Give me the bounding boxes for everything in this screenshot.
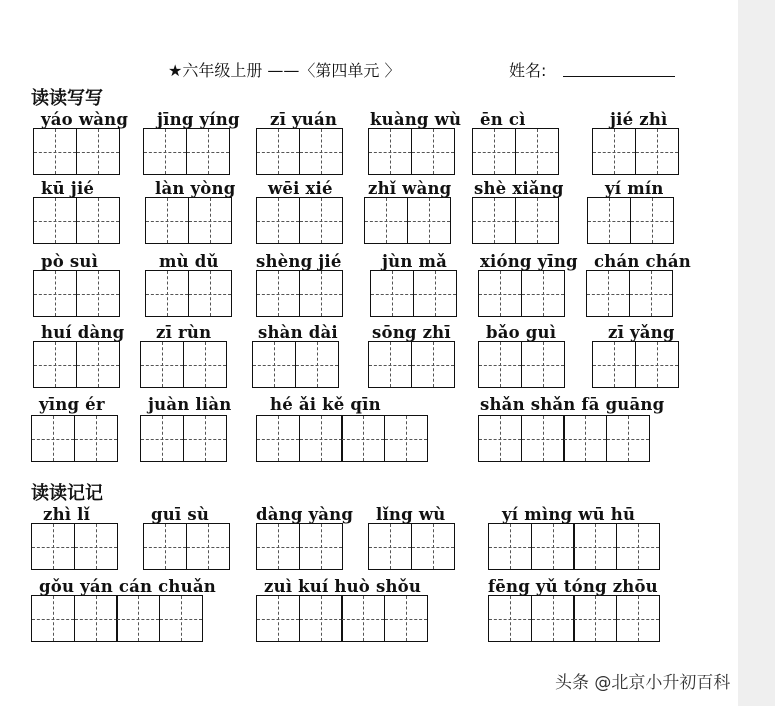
writing-cell[interactable] xyxy=(188,197,232,244)
writing-grid xyxy=(140,341,227,388)
writing-grid xyxy=(33,270,120,317)
pinyin-label: làn yòng xyxy=(155,179,236,198)
writing-cell[interactable] xyxy=(413,270,457,317)
writing-cell[interactable] xyxy=(515,128,559,175)
writing-grid xyxy=(364,197,451,244)
writing-cell[interactable] xyxy=(145,270,189,317)
pinyin-label: zī yǎng xyxy=(608,323,675,342)
pinyin-label: jùn mǎ xyxy=(382,252,448,271)
writing-cell[interactable] xyxy=(521,341,565,388)
writing-cell[interactable] xyxy=(384,415,428,462)
writing-cell[interactable] xyxy=(256,595,300,642)
writing-cell[interactable] xyxy=(31,523,75,570)
writing-cell[interactable] xyxy=(478,415,522,462)
worksheet-title: ★六年级上册 ——〈第四单元 〉 xyxy=(168,61,401,80)
section-heading-write: 读读写写 xyxy=(31,88,103,109)
writing-grid xyxy=(143,523,230,570)
writing-grid xyxy=(368,341,455,388)
pinyin-label: juàn liàn xyxy=(148,395,232,414)
writing-cell[interactable] xyxy=(478,341,522,388)
writing-grid xyxy=(143,128,230,175)
pinyin-label: kuàng wù xyxy=(370,110,462,129)
pinyin-label: gǒu yán cán chuǎn xyxy=(39,577,216,596)
writing-cell[interactable] xyxy=(592,341,636,388)
writing-grid xyxy=(472,128,559,175)
writing-cell[interactable] xyxy=(299,595,343,642)
writing-grid xyxy=(368,128,455,175)
writing-grid xyxy=(488,523,660,570)
writing-grid xyxy=(472,197,559,244)
writing-cell[interactable] xyxy=(143,128,187,175)
writing-cell[interactable] xyxy=(256,128,300,175)
pinyin-label: bǎo guì xyxy=(486,323,557,342)
writing-cell[interactable] xyxy=(33,128,77,175)
watermark-text: 头条 @北京小升初百科 xyxy=(555,673,731,693)
writing-cell[interactable] xyxy=(76,341,120,388)
writing-cell[interactable] xyxy=(188,270,232,317)
writing-cell[interactable] xyxy=(573,595,617,642)
pinyin-label: yí mín xyxy=(605,179,664,198)
writing-cell[interactable] xyxy=(116,595,160,642)
pinyin-label: chán chán xyxy=(594,252,692,271)
writing-grid xyxy=(256,595,428,642)
pinyin-label: shèng jié xyxy=(256,252,342,271)
writing-grid xyxy=(33,341,120,388)
writing-grid xyxy=(31,523,118,570)
writing-cell[interactable] xyxy=(635,128,679,175)
pinyin-label: zuì kuí huò shǒu xyxy=(264,577,422,596)
right-margin-bar xyxy=(738,0,775,706)
writing-cell[interactable] xyxy=(478,270,522,317)
writing-cell[interactable] xyxy=(368,128,412,175)
writing-cell[interactable] xyxy=(587,197,631,244)
writing-grid xyxy=(252,341,339,388)
writing-cell[interactable] xyxy=(256,270,300,317)
pinyin-label: zhǐ wàng xyxy=(368,179,452,198)
writing-cell[interactable] xyxy=(256,523,300,570)
writing-cell[interactable] xyxy=(635,341,679,388)
pinyin-label: lǐng wù xyxy=(376,505,446,524)
writing-grid xyxy=(592,128,679,175)
writing-cell[interactable] xyxy=(299,523,343,570)
writing-cell[interactable] xyxy=(76,270,120,317)
writing-cell[interactable] xyxy=(183,415,227,462)
writing-grid xyxy=(256,523,343,570)
writing-grid xyxy=(587,197,674,244)
writing-cell[interactable] xyxy=(74,595,118,642)
writing-cell[interactable] xyxy=(295,341,339,388)
pinyin-label: huí dàng xyxy=(41,323,125,342)
writing-cell[interactable] xyxy=(629,270,673,317)
writing-cell[interactable] xyxy=(76,197,120,244)
writing-cell[interactable] xyxy=(341,415,385,462)
writing-cell[interactable] xyxy=(488,523,532,570)
writing-cell[interactable] xyxy=(31,415,75,462)
writing-cell[interactable] xyxy=(411,523,455,570)
writing-cell[interactable] xyxy=(33,270,77,317)
writing-cell[interactable] xyxy=(521,415,565,462)
writing-grid xyxy=(592,341,679,388)
writing-cell[interactable] xyxy=(183,341,227,388)
writing-grid xyxy=(31,595,203,642)
writing-grid xyxy=(33,197,120,244)
writing-cell[interactable] xyxy=(616,523,660,570)
pinyin-label: yáo wàng xyxy=(41,110,129,129)
writing-cell[interactable] xyxy=(143,523,187,570)
writing-cell[interactable] xyxy=(299,128,343,175)
writing-cell[interactable] xyxy=(145,197,189,244)
writing-grid xyxy=(256,415,428,462)
pinyin-label: mù dǔ xyxy=(159,252,219,271)
pinyin-label: hé ǎi kě qīn xyxy=(270,395,381,414)
writing-cell[interactable] xyxy=(630,197,674,244)
pinyin-label: pò suì xyxy=(41,252,99,271)
writing-cell[interactable] xyxy=(616,595,660,642)
section-heading-remember: 读读记记 xyxy=(31,483,103,504)
writing-cell[interactable] xyxy=(368,341,412,388)
writing-cell[interactable] xyxy=(563,415,607,462)
name-label: 姓名: xyxy=(509,61,547,80)
pinyin-label: jié zhì xyxy=(610,110,668,129)
writing-cell[interactable] xyxy=(74,523,118,570)
name-field-line[interactable] xyxy=(563,76,675,77)
pinyin-label: shè xiǎng xyxy=(474,179,564,198)
writing-cell[interactable] xyxy=(573,523,617,570)
writing-grid xyxy=(586,270,673,317)
writing-grid xyxy=(145,197,232,244)
pinyin-label: wēi xié xyxy=(268,179,333,198)
writing-grid xyxy=(256,128,343,175)
writing-cell[interactable] xyxy=(186,128,230,175)
pinyin-label: yí mìng wū hū xyxy=(502,505,636,524)
writing-cell[interactable] xyxy=(140,415,184,462)
pinyin-label: zī yuán xyxy=(270,110,338,129)
writing-grid xyxy=(256,270,343,317)
writing-cell[interactable] xyxy=(299,415,343,462)
writing-grid xyxy=(368,523,455,570)
pinyin-label: shǎn shǎn fā guāng xyxy=(480,395,665,414)
writing-cell[interactable] xyxy=(488,595,532,642)
writing-cell[interactable] xyxy=(299,197,343,244)
writing-cell[interactable] xyxy=(256,415,300,462)
writing-grid xyxy=(31,415,118,462)
writing-cell[interactable] xyxy=(74,415,118,462)
writing-cell[interactable] xyxy=(33,341,77,388)
pinyin-label: shàn dài xyxy=(258,323,338,342)
pinyin-label: ēn cì xyxy=(480,110,526,129)
writing-cell[interactable] xyxy=(592,128,636,175)
writing-cell[interactable] xyxy=(368,523,412,570)
writing-cell[interactable] xyxy=(341,595,385,642)
writing-cell[interactable] xyxy=(384,595,428,642)
writing-cell[interactable] xyxy=(364,197,408,244)
writing-cell[interactable] xyxy=(606,415,650,462)
writing-cell[interactable] xyxy=(186,523,230,570)
pinyin-label: sōng zhī xyxy=(372,323,451,342)
pinyin-label: fēng yǔ tóng zhōu xyxy=(488,577,658,596)
pinyin-label: xióng yīng xyxy=(480,252,578,271)
pinyin-label: yīng ér xyxy=(39,395,105,414)
pinyin-label: guī sù xyxy=(151,505,210,524)
writing-cell[interactable] xyxy=(531,523,575,570)
pinyin-label: jīng yíng xyxy=(157,110,240,129)
writing-cell[interactable] xyxy=(299,270,343,317)
writing-cell[interactable] xyxy=(586,270,630,317)
writing-cell[interactable] xyxy=(140,341,184,388)
writing-grid xyxy=(33,128,120,175)
pinyin-label: zī rùn xyxy=(156,323,212,342)
writing-cell[interactable] xyxy=(256,197,300,244)
writing-cell[interactable] xyxy=(472,128,516,175)
writing-cell[interactable] xyxy=(515,197,559,244)
writing-cell[interactable] xyxy=(411,128,455,175)
writing-grid xyxy=(478,270,565,317)
pinyin-label: dàng yàng xyxy=(256,505,354,524)
writing-cell[interactable] xyxy=(407,197,451,244)
pinyin-label: zhì lǐ xyxy=(43,505,91,524)
writing-cell[interactable] xyxy=(472,197,516,244)
writing-cell[interactable] xyxy=(33,197,77,244)
writing-cell[interactable] xyxy=(31,595,75,642)
writing-grid xyxy=(478,415,650,462)
writing-cell[interactable] xyxy=(521,270,565,317)
writing-grid xyxy=(256,197,343,244)
writing-grid xyxy=(140,415,227,462)
writing-cell[interactable] xyxy=(411,341,455,388)
writing-cell[interactable] xyxy=(531,595,575,642)
writing-grid xyxy=(370,270,457,317)
writing-cell[interactable] xyxy=(252,341,296,388)
writing-cell[interactable] xyxy=(370,270,414,317)
pinyin-label: kū jié xyxy=(41,179,95,198)
writing-cell[interactable] xyxy=(159,595,203,642)
writing-grid xyxy=(488,595,660,642)
writing-grid xyxy=(145,270,232,317)
writing-grid xyxy=(478,341,565,388)
writing-cell[interactable] xyxy=(76,128,120,175)
